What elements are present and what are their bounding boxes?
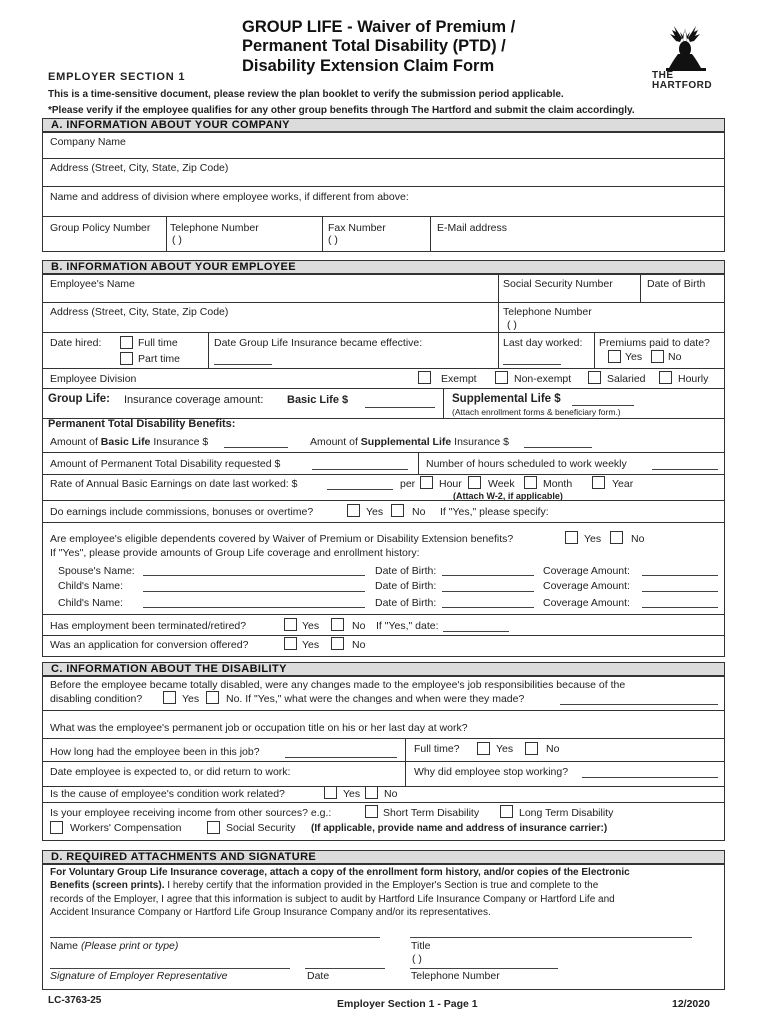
salaried-checkbox[interactable]: [588, 371, 601, 384]
nonexempt-label: Non-exempt: [514, 373, 572, 385]
std-checkbox[interactable]: [365, 805, 378, 818]
why-stop-label: Why did employee stop working?: [414, 766, 569, 778]
child1-coverage-label: Coverage Amount:: [543, 580, 630, 592]
form-title-line3: Disability Extension Claim Form: [242, 57, 495, 75]
ltd-checkbox[interactable]: [500, 805, 513, 818]
supplemental-life-line[interactable]: [572, 405, 634, 406]
child2-name-line[interactable]: [143, 607, 365, 608]
job-changes-no-checkbox[interactable]: [206, 691, 219, 704]
ptd-basic-insurance: Insurance $: [153, 436, 209, 448]
spouse-coverage-label: Coverage Amount:: [543, 565, 630, 577]
workers-comp-label: Workers' Compensation: [70, 822, 182, 834]
conversion-no-label: No: [352, 639, 366, 651]
supplemental-life-label: Supplemental Life $: [452, 393, 561, 405]
last-day-worked-line[interactable]: [503, 364, 561, 365]
full-time-question: Full time?: [414, 743, 460, 755]
conversion-no-checkbox[interactable]: [331, 637, 344, 650]
employee-address-label: Address (Street, City, State, Zip Code): [50, 306, 229, 318]
ptd-supp-amount-label: [310, 436, 509, 448]
child1-name-label: Child's Name:: [58, 580, 124, 592]
section-d-heading: D. REQUIRED ATTACHMENTS AND SIGNATURE: [42, 850, 725, 864]
rate-annual-label: Rate of Annual Basic Earnings on date last worked: $: [50, 478, 298, 490]
child1-name-line[interactable]: [143, 591, 365, 592]
social-security-checkbox[interactable]: [207, 821, 220, 834]
attach-enrollment-note: (Attach enrollment forms & beneficiary form.): [452, 407, 621, 417]
gl-effective-label: Date Group Life Insurance became effective:: [214, 337, 423, 349]
job-changes-line[interactable]: [560, 704, 718, 705]
child1-dob-line[interactable]: [442, 591, 534, 592]
group-benefits-notice: *Please verify if the employee qualifies for any other group benefits through The Hartford and submit the claim accordingly.: [48, 105, 635, 116]
group-policy-label: Group Policy Number: [50, 222, 151, 234]
per-month-label: Month: [543, 478, 573, 490]
dependents-if-yes: If "Yes", please provide amounts of Group Life coverage and enrollment history:: [50, 547, 420, 559]
spouse-dob-line[interactable]: [442, 575, 534, 576]
dependents-no-checkbox[interactable]: [610, 531, 623, 544]
name-print-label: [50, 940, 178, 952]
ptd-supp-line[interactable]: [524, 447, 592, 448]
part-time-checkbox[interactable]: [120, 352, 133, 365]
commissions-specify-label: If "Yes," please specify:: [440, 506, 549, 518]
hourly-checkbox[interactable]: [659, 371, 672, 384]
conversion-label: Was an application for conversion offered?: [50, 639, 249, 651]
ptd-basic-line[interactable]: [224, 447, 288, 448]
ptd-supp-life: Supplemental Life: [360, 436, 452, 448]
nonexempt-checkbox[interactable]: [495, 371, 508, 384]
work-related-yes-checkbox[interactable]: [324, 786, 337, 799]
commissions-yes-checkbox[interactable]: [347, 504, 360, 517]
employee-name-label: Employee's Name: [50, 278, 135, 290]
dob-label: Date of Birth: [647, 278, 706, 290]
name-hint: (Please print or type): [80, 940, 179, 952]
full-time-yes-checkbox[interactable]: [477, 742, 490, 755]
attach-w2-note: (Attach W-2, if applicable): [453, 491, 563, 501]
sig-telephone-label: Telephone Number: [411, 970, 500, 982]
job-changes-yes-checkbox[interactable]: [163, 691, 176, 704]
company-telephone-label: Telephone Number: [170, 222, 259, 234]
spouse-dob-label: Date of Birth:: [375, 565, 437, 577]
spouse-name-line[interactable]: [143, 575, 365, 576]
ptd-basic-amount-label: [50, 436, 208, 448]
terminated-yes-label: Yes: [302, 620, 320, 632]
per-year-label: Year: [612, 478, 634, 490]
exempt-checkbox[interactable]: [418, 371, 431, 384]
signature-label: Signature of Employer Representative: [50, 970, 228, 982]
child2-coverage-label: Coverage Amount:: [543, 597, 630, 609]
fax-label: Fax Number: [328, 222, 386, 234]
per-hour-label: Hour: [439, 478, 462, 490]
fax-paren: ( ): [328, 234, 338, 246]
ptd-supp-insurance: Insurance $: [454, 436, 510, 448]
company-name-label: Company Name: [50, 136, 126, 148]
exempt-label: Exempt: [441, 373, 477, 385]
basic-life-line[interactable]: [365, 407, 435, 408]
work-related-no-label: No: [384, 788, 398, 800]
premiums-no-label: No: [668, 351, 682, 363]
employee-telephone-paren: ( ): [507, 319, 517, 331]
employer-section-label: EMPLOYER SECTION 1: [48, 71, 186, 83]
section-b-heading: B. INFORMATION ABOUT YOUR EMPLOYEE: [42, 260, 725, 274]
ptd-benefits-label: Permanent Total Disability Benefits:: [48, 418, 236, 430]
premiums-paid-label: Premiums paid to date?: [599, 337, 710, 349]
ptd-requested-label: Amount of Permanent Total Disability requested $: [50, 458, 281, 470]
insurance-carrier-label: (If applicable, provide name and address of insurance carrier:): [311, 823, 608, 834]
attachments-para-line4: Accident Insurance Company or Hartford Life Group Insurance Company and/or its representatives.: [50, 907, 491, 918]
page-number: Employer Section 1 - Page 1: [337, 998, 478, 1010]
return-date-label: Date employee is expected to, or did return to work:: [50, 766, 291, 778]
part-time-label: Part time: [138, 353, 181, 365]
premiums-yes-checkbox[interactable]: [608, 350, 621, 363]
terminated-date-label: If "Yes," date:: [376, 620, 439, 632]
rate-annual-line[interactable]: [327, 489, 393, 490]
hartford-logo: [652, 22, 720, 92]
hours-weekly-label: Number of hours scheduled to work weekly: [426, 458, 627, 470]
date-label: Date: [307, 970, 330, 982]
per-label: per: [400, 478, 416, 490]
std-label: Short Term Disability: [383, 807, 480, 819]
child2-coverage-line[interactable]: [642, 607, 718, 608]
company-address-label: Address (Street, City, State, Zip Code): [50, 162, 229, 174]
per-month-checkbox[interactable]: [524, 476, 537, 489]
dependents-question: Are employee's eligible dependents covered by Waiver of Premium or Disability Extension benefits?: [50, 533, 514, 545]
time-sensitive-notice: This is a time-sensitive document, please review the plan booklet to verify the submission period applicable.: [48, 89, 564, 100]
child2-dob-label: Date of Birth:: [375, 597, 437, 609]
terminated-no-checkbox[interactable]: [331, 618, 344, 631]
ptd-basic-life: Basic Life: [100, 436, 151, 448]
dependents-no-label: No: [631, 533, 645, 545]
terminated-yes-checkbox[interactable]: [284, 618, 297, 631]
signature-line[interactable]: [50, 968, 290, 969]
dependents-yes-label: Yes: [584, 533, 602, 545]
job-changes-no-label: No. If "Yes," what were the changes and when were they made?: [226, 693, 525, 705]
form-title-line1: GROUP LIFE - Waiver of Premium /: [242, 18, 516, 36]
ltd-label: Long Term Disability: [519, 807, 614, 819]
attachments-para-line3: records of the Employer, I agree that this information is subject to audit by Hartford Life Insurance Company or Hartford Life and: [50, 894, 615, 905]
commissions-no-label: No: [412, 506, 426, 518]
terminated-date-line[interactable]: [443, 631, 509, 632]
job-changes-prefix: disabling condition?: [50, 693, 143, 705]
coverage-amount-label: Insurance coverage amount:: [124, 394, 264, 406]
full-time-yes-label: Yes: [496, 743, 514, 755]
sig-telephone-line[interactable]: [410, 968, 558, 969]
child2-dob-line[interactable]: [442, 607, 534, 608]
section-a-heading: A. INFORMATION ABOUT YOUR COMPANY: [42, 118, 725, 132]
gl-effective-line[interactable]: [214, 364, 272, 365]
terminated-label: Has employment been terminated/retired?: [50, 620, 247, 632]
sig-telephone-paren: ( ): [412, 953, 422, 965]
per-hour-checkbox[interactable]: [420, 476, 433, 489]
email-label: E-Mail address: [437, 222, 508, 234]
other-income-label: Is your employee receiving income from other sources? e.g.:: [50, 807, 332, 819]
job-changes-line1: Before the employee became totally disabled, were any changes made to the employee's job responsibilities because of the: [50, 679, 626, 691]
title-line[interactable]: [410, 937, 692, 938]
per-week-label: Week: [488, 478, 515, 490]
ssn-label: Social Security Number: [503, 278, 613, 290]
why-stop-line[interactable]: [582, 777, 718, 778]
work-related-no-checkbox[interactable]: [365, 786, 378, 799]
ptd-supp-prefix: Amount of: [310, 436, 358, 448]
attachments-para-bold: Benefits (screen prints).: [50, 880, 165, 891]
attachments-para-line1: For Voluntary Group Life Insurance coverage, attach a copy of the enrollment form history, and/or copies of the Electronic: [50, 867, 630, 878]
form-title-line2: Permanent Total Disability (PTD) /: [242, 37, 506, 55]
logo-text-the: THE: [652, 70, 674, 81]
premiums-no-checkbox[interactable]: [651, 350, 664, 363]
social-security-label: Social Security: [226, 822, 296, 834]
hourly-label: Hourly: [678, 373, 709, 385]
form-code: LC-3763-25: [48, 995, 102, 1006]
commissions-label: Do earnings include commissions, bonuses or overtime?: [50, 506, 314, 518]
date-line[interactable]: [305, 968, 385, 969]
per-week-checkbox[interactable]: [468, 476, 481, 489]
date-hired-label: Date hired:: [50, 337, 102, 349]
premiums-yes-label: Yes: [625, 351, 643, 363]
ptd-requested-line[interactable]: [312, 469, 408, 470]
attachments-para-rest: I hereby certify that the information provided in the Employer's Section is true and complete to the: [164, 880, 599, 891]
name-label: Name: [50, 940, 79, 952]
commissions-yes-label: Yes: [366, 506, 384, 518]
company-telephone-paren: ( ): [172, 234, 182, 246]
work-related-yes-label: Yes: [343, 788, 361, 800]
hours-weekly-line[interactable]: [652, 469, 718, 470]
section-c-heading: C. INFORMATION ABOUT THE DISABILITY: [42, 662, 725, 676]
logo-text-hartford: HARTFORD: [652, 80, 713, 91]
full-time-label: Full time: [138, 337, 178, 349]
title-label: Title: [411, 940, 431, 952]
spouse-name-label: Spouse's Name:: [58, 565, 135, 577]
group-life-label: Group Life:: [48, 393, 110, 405]
last-day-worked-label: Last day worked:: [503, 337, 583, 349]
stag-icon: [652, 22, 720, 72]
full-time-no-label: No: [546, 743, 560, 755]
employee-telephone-label: Telephone Number: [503, 306, 592, 318]
revision-date: 12/2020: [672, 998, 710, 1010]
work-related-label: Is the cause of employee's condition work related?: [50, 788, 285, 800]
salaried-label: Salaried: [607, 373, 646, 385]
name-line[interactable]: [50, 937, 380, 938]
child1-coverage-line[interactable]: [642, 591, 718, 592]
how-long-line[interactable]: [285, 757, 397, 758]
full-time-checkbox[interactable]: [120, 336, 133, 349]
conversion-yes-checkbox[interactable]: [284, 637, 297, 650]
division-address-label: Name and address of division where employee works, if different from above:: [50, 191, 409, 203]
basic-life-label: Basic Life $: [287, 394, 349, 406]
terminated-no-label: No: [352, 620, 366, 632]
commissions-no-checkbox[interactable]: [391, 504, 404, 517]
how-long-label: How long had the employee been in this job?: [50, 746, 260, 758]
job-changes-yes-label: Yes: [182, 693, 200, 705]
per-year-checkbox[interactable]: [592, 476, 605, 489]
employee-division-label: Employee Division: [50, 373, 137, 385]
dependents-yes-checkbox[interactable]: [565, 531, 578, 544]
child2-name-label: Child's Name:: [58, 597, 124, 609]
workers-comp-checkbox[interactable]: [50, 821, 63, 834]
attachments-para-line2: [50, 880, 598, 891]
permanent-job-label: What was the employee's permanent job or occupation title on his or her last day at work?: [50, 722, 468, 734]
ptd-basic-prefix: Amount of: [50, 436, 98, 448]
full-time-no-checkbox[interactable]: [525, 742, 538, 755]
spouse-coverage-line[interactable]: [642, 575, 718, 576]
conversion-yes-label: Yes: [302, 639, 320, 651]
child1-dob-label: Date of Birth:: [375, 580, 437, 592]
